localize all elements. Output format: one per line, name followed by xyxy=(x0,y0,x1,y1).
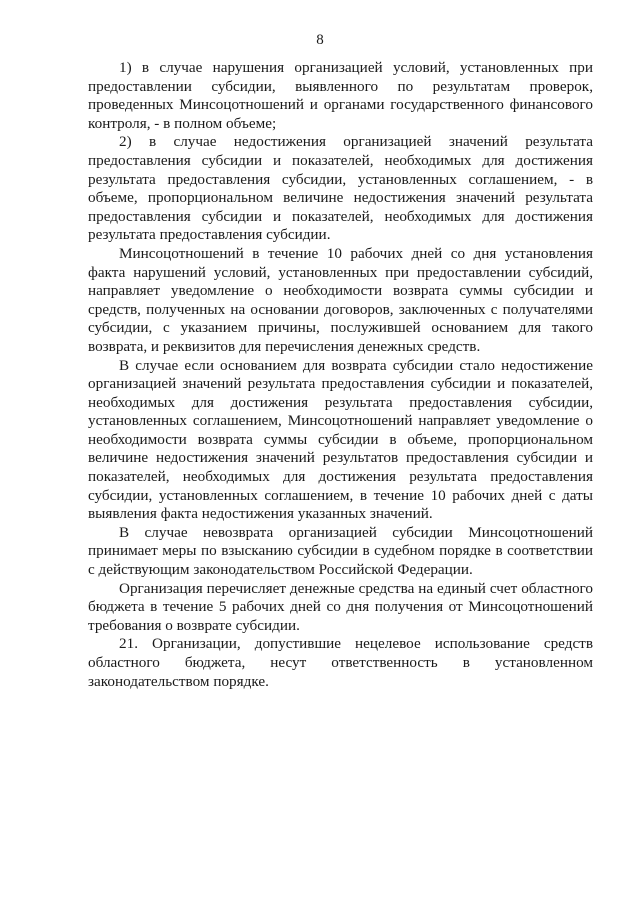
paragraph-section-21: 21. Организации, допустившие нецелевое использование средств областного бюджета, несут ответственность в установленном законодательством порядке. xyxy=(88,635,593,690)
page-number: 8 xyxy=(316,32,324,48)
paragraph-refund-transfer: Организация перечисляет денежные средства на единый счет областного бюджета в течение 5 рабочих дней со дня получения от Минсоцотношений требования о возврате субсидии. xyxy=(88,579,593,634)
paragraph-clause-2: 2) в случае недостижения организацией значений результата предоставления субсидии и показателей, необходимых для достижения результата предоставления субсидии, установленных соглашением, - в объеме, пропорциональном величине недостижения значений результата предоставления субсидии и показателей, необходимых для достижения результата предоставления субсидии. xyxy=(88,133,593,244)
paragraph-clause-1: 1) в случае нарушения организацией условий, установленных при предоставлении субсидии, выявленного по результатам проверок, проведенных Минсоцотношений и органами государственного финансового контроля, - в полном объеме; xyxy=(88,59,593,132)
document-body xyxy=(88,59,593,691)
paragraph-court-recovery: В случае невозврата организацией субсидии Минсоцотношений принимает меры по взысканию субсидии в судебном порядке в соответствии с действующим законодательством Российской Федерации. xyxy=(88,523,593,579)
paragraph-notice-non-achievement: В случае если основанием для возврата субсидии стало недостижение организацией значений результата предоставления субсидии и показателей, необходимых для достижения результата предоставления субсидии, установленных соглашением, Минсоцотношений направляет уведомление о необходимости возврата суммы субсидии в объеме, пропорциональном величине недостижения значений результатов предоставления субсидии и показателей, необходимых для достижения результата предоставления субсидии, установленных соглашением, в течение 10 рабочих дней с даты выявления факта недостижения указанных значений. xyxy=(88,356,593,523)
paragraph-notice-violation: Минсоцотношений в течение 10 рабочих дней со дня установления факта нарушений условий, установленных при предоставлении субсидий, направляет уведомление о необходимости возврата суммы субсидии и средств, полученных на основании договоров, заключенных с получателями субсидии, с указанием причины, послужившей основанием для такого возврата, и реквизитов для перечисления денежных средств. xyxy=(88,244,593,355)
